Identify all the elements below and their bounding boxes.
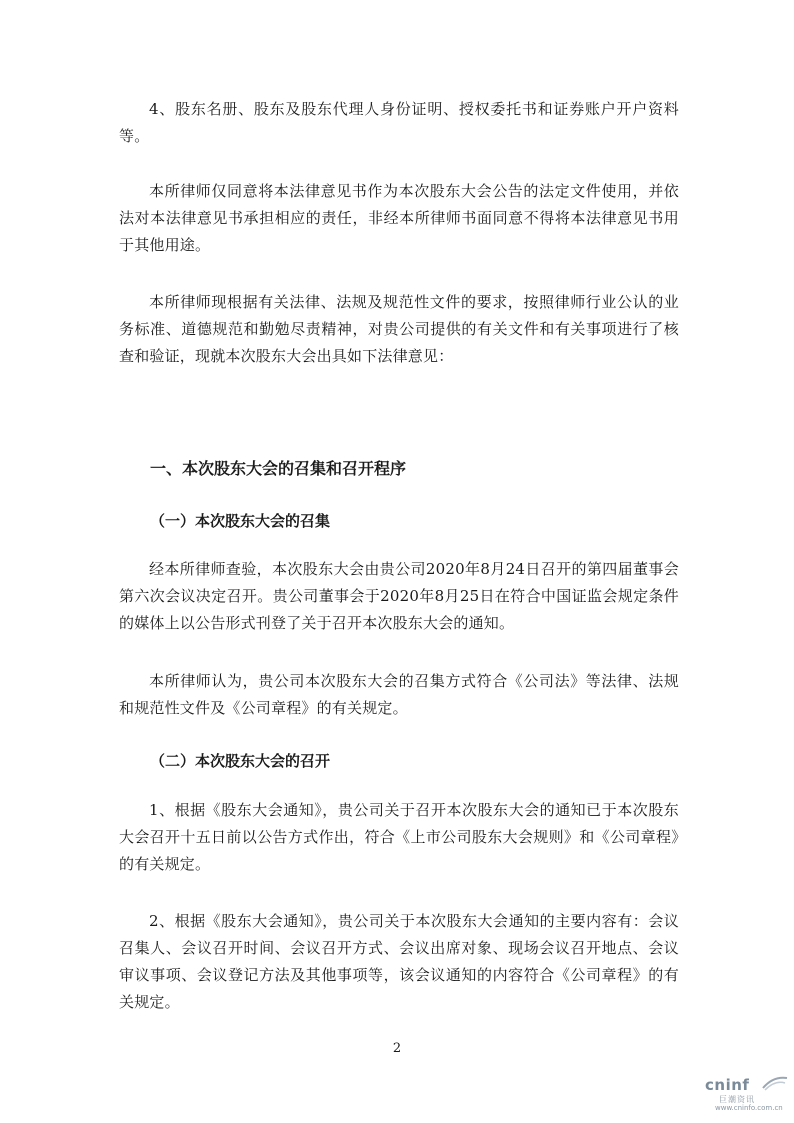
paragraph-convening-opinion: 本所律师认为，贵公司本次股东大会的召集方式符合《公司法》等法律、法规和规范性文件及《公司章程》的有关规定。 bbox=[119, 672, 679, 717]
paragraph-materials-list: 4、股东名册、股东及股东代理人身份证明、授权委托书和证券账户开户资料等。 bbox=[119, 100, 679, 145]
paragraph-notice-content: 2、根据《股东大会通知》，贵公司关于本次股东大会通知的主要内容有：会议召集人、会议召开时间、会议召开方式、会议出席对象、现场会议召开地点、会议审议事项、会议登记方法及其他事项等，该会议通知的内容符合《公司章程》的有关规定。 bbox=[119, 912, 679, 1011]
cninfo-watermark bbox=[705, 1076, 791, 1112]
subheading-holding: （二）本次股东大会的召开 bbox=[150, 752, 331, 770]
section-heading-convening-procedure: 一、本次股东大会的召集和召开程序 bbox=[150, 459, 407, 478]
paragraph-convening-verification: 经本所律师查验，本次股东大会由贵公司2020年8月24日召开的第四届董事会第六次会议决定召开。贵公司董事会于2020年8月25日在符合中国证监会规定条件的媒体上以公告形式刊登了关于召开本次股东大会的通知。 bbox=[119, 560, 679, 632]
watermark-logo-text: cninf bbox=[705, 1076, 750, 1094]
paragraph-usage-restriction: 本所律师仅同意将本法律意见书作为本次股东大会公告的法定文件使用，并依法对本法律意见书承担相应的责任，非经本所律师书面同意不得将本法律意见书用于其他用途。 bbox=[119, 182, 679, 254]
watermark-url: www.cninfo.com.cn bbox=[715, 1104, 783, 1112]
paragraph-opinion-basis: 本所律师现根据有关法律、法规及规范性文件的要求，按照律师行业公认的业务标准、道德规范和勤勉尽责精神，对贵公司提供的有关文件和有关事项进行了核查和验证，现就本次股东大会出具如下法律意见： bbox=[119, 293, 679, 365]
watermark-cn-text: 巨潮资讯 bbox=[719, 1095, 755, 1104]
swoosh-icon bbox=[761, 1074, 789, 1092]
paragraph-notice-timing: 1、根据《股东大会通知》，贵公司关于召开本次股东大会的通知已于本次股东大会召开十五日前以公告方式作出，符合《上市公司股东大会规则》和《公司章程》的有关规定。 bbox=[119, 801, 679, 873]
page-number: 2 bbox=[392, 1041, 402, 1056]
subheading-convening: （一）本次股东大会的召集 bbox=[150, 512, 331, 530]
